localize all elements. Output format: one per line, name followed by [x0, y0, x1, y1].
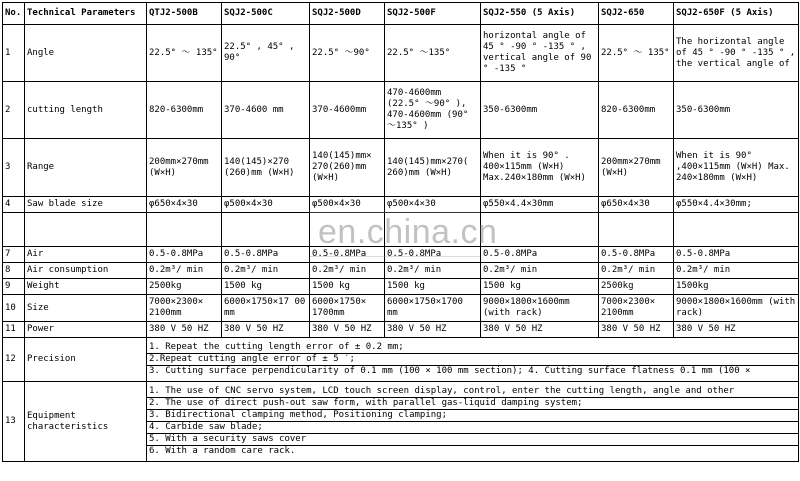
header-no: No. [3, 3, 25, 25]
table-cell: φ500×4×30 [385, 197, 481, 213]
row-param: cutting length [25, 82, 147, 139]
table-cell: 0.5-0.8MPa [674, 247, 799, 263]
row-param: Air [25, 247, 147, 263]
table-cell: φ500×4×30 [310, 197, 385, 213]
table-row [3, 247, 799, 263]
table-cell: 0.5-0.8MPa [481, 247, 599, 263]
table-cell: 1500 kg [481, 279, 599, 295]
table-cell: 0.2m³/ min [599, 263, 674, 279]
table-cell: 0.2m³/ min [147, 263, 222, 279]
table-cell [674, 213, 799, 247]
header-param: Technical Parameters [25, 3, 147, 25]
table-cell: 470-4600mm (22.5° ～90° ), 470-4600mm (90° ～135° ) [385, 82, 481, 139]
table-cell: 380 V 50 HZ [147, 322, 222, 338]
row-param: Equipment characteristics [25, 382, 147, 462]
table-cell: 350-6300mm [481, 82, 599, 139]
table-cell: 0.5-0.8MPa [310, 247, 385, 263]
table-cell: 2500kg [599, 279, 674, 295]
table-cell: 0.2m³/ min [674, 263, 799, 279]
row-no: 10 [3, 295, 25, 322]
watermark: en.china.cn [318, 213, 498, 251]
precision-line: 2.Repeat cutting angle error of ± 5 ′; [147, 353, 798, 365]
table-cell: 6000×1750×1700 mm [385, 295, 481, 322]
table-cell [481, 213, 599, 247]
row-no: 9 [3, 279, 25, 295]
header-model: QTJ2-500B [147, 3, 222, 25]
header-model: SQJ2-550 (5 Axis) [481, 3, 599, 25]
row-no: 13 [3, 382, 25, 462]
table-cell: 22.5° ～90° [310, 25, 385, 82]
table-cell: 820-6300mm [599, 82, 674, 139]
row-param: Power [25, 322, 147, 338]
table-cell: 380 V 50 HZ [385, 322, 481, 338]
table-cell: 140(145)mm× 270(260)mm (W×H) [310, 139, 385, 197]
table-cell [310, 213, 385, 247]
table-cell: 0.2m³/ min [385, 263, 481, 279]
spec-table [2, 2, 799, 462]
table-cell [385, 213, 481, 247]
row-no: 8 [3, 263, 25, 279]
row-param: Weight [25, 279, 147, 295]
table-cell: 7000×2300× 2100mm [599, 295, 674, 322]
table-cell: 22.5° ～ 135° [147, 25, 222, 82]
row-param: Angle [25, 25, 147, 82]
row-no: 2 [3, 82, 25, 139]
table-cell: 0.2m³/ min [310, 263, 385, 279]
table-cell: φ650×4×30 [599, 197, 674, 213]
table-row [3, 263, 799, 279]
row-param: Precision [25, 338, 147, 382]
table-row [3, 25, 799, 82]
table-cell [599, 213, 674, 247]
table-cell: 0.2m³/ min [481, 263, 599, 279]
table-cell: 2500kg [147, 279, 222, 295]
equipment-row [3, 382, 799, 462]
row-param: Saw blade size [25, 197, 147, 213]
row-no: 7 [3, 247, 25, 263]
equipment-line: 2. The use of direct push-out saw form, with parallel gas-liquid damping system; [147, 397, 798, 409]
table-cell: 22.5° ～135° [385, 25, 481, 82]
table-cell: 820-6300mm [147, 82, 222, 139]
header-model: SQJ2-500C [222, 3, 310, 25]
equipment-lines [147, 382, 799, 462]
table-cell: φ650×4×30 [147, 197, 222, 213]
table-cell: 22.5° ～ 135° [599, 25, 674, 82]
watermark-line [310, 256, 480, 257]
table-cell: horizontal angle of 45 ° -90 ° -135 ° , vertical angle of 90 ° -135 ° [481, 25, 599, 82]
table-cell: 380 V 50 HZ [222, 322, 310, 338]
table-cell: 140(145)×270 (260)mm (W×H) [222, 139, 310, 197]
table-cell: 370-4600mm [310, 82, 385, 139]
table-cell: 380 V 50 HZ [599, 322, 674, 338]
table-cell: 1500kg [674, 279, 799, 295]
table-cell: 6000×1750× 1700mm [310, 295, 385, 322]
precision-line: 3. Cutting surface perpendicularity of 0.1 mm (100 × 100 mm section); 4. Cutting surface flatness 0.1 mm (100 × [147, 365, 798, 377]
table-cell: The horizontal angle of 45 ° -90 ° -135 ° , the vertical angle of [674, 25, 799, 82]
row-param: Air consumption [25, 263, 147, 279]
table-cell: φ550×4.4×30mm [481, 197, 599, 213]
row-param: Range [25, 139, 147, 197]
table-cell: 0.5-0.8MPa [599, 247, 674, 263]
table-row [3, 197, 799, 213]
table-cell: 9000×1800×1600mm (with rack) [481, 295, 599, 322]
table-cell: 7000×2300× 2100mm [147, 295, 222, 322]
table-cell: 380 V 50 HZ [674, 322, 799, 338]
precision-lines [147, 338, 799, 382]
watermark-line [310, 212, 480, 213]
equipment-line: 4. Carbide saw blade; [147, 421, 798, 433]
table-cell: 200mm×270mm (W×H) [599, 139, 674, 197]
table-cell: When it is 90° . 400×115mm (W×H) Max.240×180mm (W×H) [481, 139, 599, 197]
table-cell: 0.2m³/ min [222, 263, 310, 279]
table-cell: 140(145)mm×270( 260)mm (W×H) [385, 139, 481, 197]
header-model: SQJ2-650 [599, 3, 674, 25]
table-cell: 380 V 50 HZ [310, 322, 385, 338]
table-cell: 0.5-0.8MPa [147, 247, 222, 263]
table-row [3, 139, 799, 197]
table-cell: 1500 kg [222, 279, 310, 295]
equipment-line: 5. With a security saws cover [147, 433, 798, 445]
table-cell: φ550×4.4×30mm; [674, 197, 799, 213]
table-cell: 350-6300mm [674, 82, 799, 139]
header-row [3, 3, 799, 25]
table-row [3, 322, 799, 338]
row-no: 1 [3, 25, 25, 82]
row-no: 4 [3, 197, 25, 213]
equipment-line: 3. Bidirectional clamping method, Positioning clamping; [147, 409, 798, 421]
table-cell: 370-4600 mm [222, 82, 310, 139]
table-row [3, 279, 799, 295]
table-cell: When it is 90° ,400×115mm (W×H) Max. 240×180mm (W×H) [674, 139, 799, 197]
table-body [3, 25, 799, 462]
table-cell: 6000×1750×17 00 mm [222, 295, 310, 322]
table-row-empty [3, 213, 799, 247]
row-no: 12 [3, 338, 25, 382]
header-model: SQJ2-650F (5 Axis) [674, 3, 799, 25]
table-cell: 200mm×270mm (W×H) [147, 139, 222, 197]
header-model: SQJ2-500D [310, 3, 385, 25]
table-cell: 0.5-0.8MPa [385, 247, 481, 263]
precision-line: 1. Repeat the cutting length error of ± 0.2 mm; [149, 342, 404, 352]
table-cell: 0.5-0.8MPa [222, 247, 310, 263]
table-cell: 380 V 50 HZ [481, 322, 599, 338]
table-cell: φ500×4×30 [222, 197, 310, 213]
table-cell [147, 213, 222, 247]
equipment-line: 1. The use of CNC servo system, LCD touch screen display, control, enter the cutting length, angle and other [149, 386, 735, 396]
table-row [3, 295, 799, 322]
row-param: Size [25, 295, 147, 322]
header-model: SQJ2-500F [385, 3, 481, 25]
row-no: 3 [3, 139, 25, 197]
table-cell: 9000×1800×1600mm (with rack) [674, 295, 799, 322]
table-cell: 22.5° , 45° , 90° [222, 25, 310, 82]
row-no [3, 213, 25, 247]
table-cell: 1500 kg [310, 279, 385, 295]
table-row [3, 82, 799, 139]
table-cell [222, 213, 310, 247]
row-param [25, 213, 147, 247]
row-no: 11 [3, 322, 25, 338]
table-cell: 1500 kg [385, 279, 481, 295]
equipment-line: 6. With a random care rack. [147, 445, 798, 457]
precision-row [3, 338, 799, 382]
